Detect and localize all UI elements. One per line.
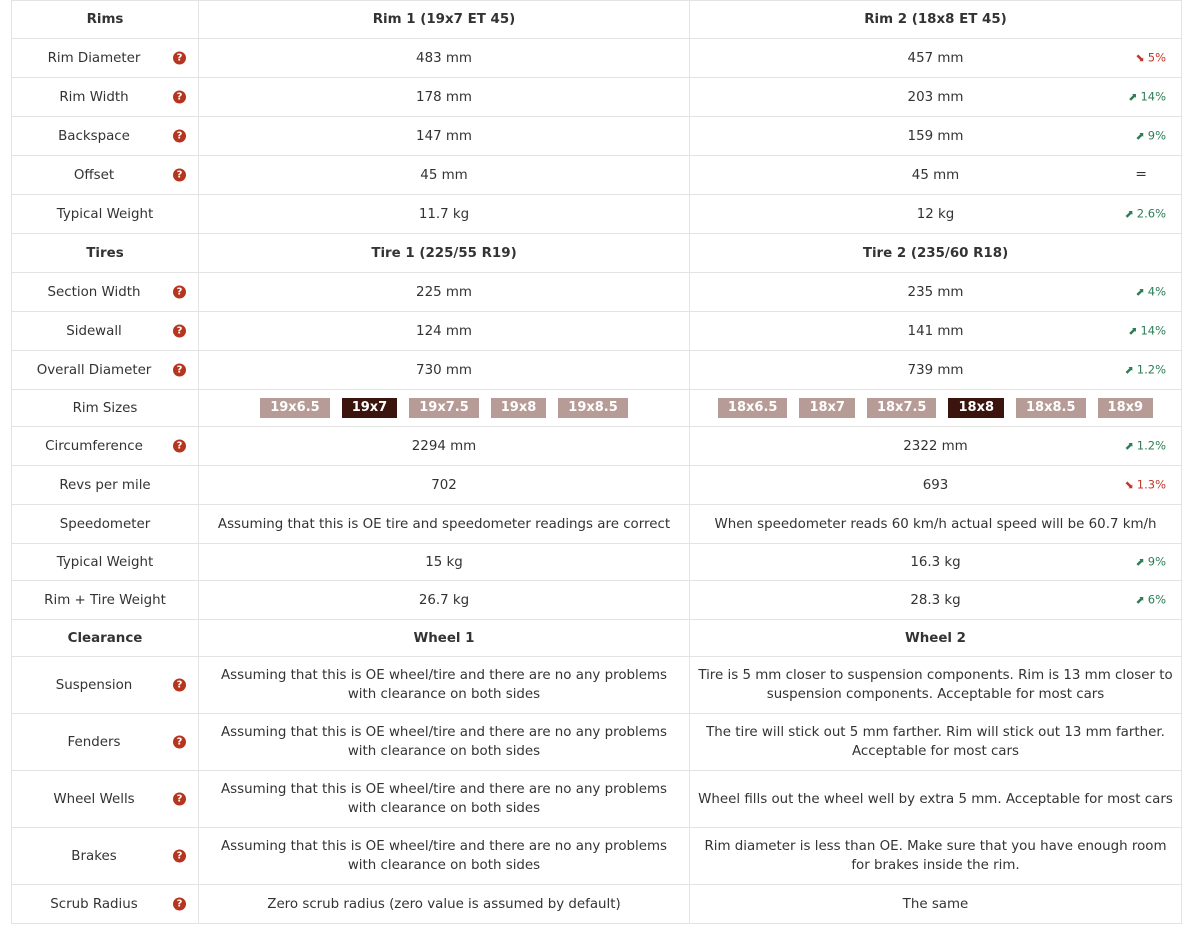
- row-label-cell: [12, 427, 199, 466]
- value-2: Tire is 5 mm closer to suspension components. Rim is 13 mm closer to suspension components. Acceptable for most cars: [690, 657, 1182, 714]
- arrow-up-icon: ⬈: [1128, 324, 1138, 338]
- value-2-cell: [690, 156, 1182, 195]
- value-2: The same: [690, 885, 1182, 924]
- row-label-cell: [12, 885, 199, 924]
- row-label: Typical Weight: [56, 206, 154, 222]
- table-row: [12, 581, 1182, 620]
- diff-indicator: [1136, 49, 1166, 68]
- value-1: 11.7 kg: [199, 195, 690, 234]
- rim-size-chip[interactable]: 18x7.5: [867, 398, 937, 418]
- table-row: [12, 39, 1182, 78]
- table-row: [12, 885, 1182, 924]
- arrow-up-icon: ⬈: [1124, 363, 1134, 377]
- arrow-up-icon: ⬈: [1135, 285, 1145, 299]
- help-icon[interactable]: ?: [173, 91, 186, 104]
- value-2-cell: [690, 39, 1182, 78]
- table-row: [12, 351, 1182, 390]
- help-icon[interactable]: ?: [173, 169, 186, 182]
- help-icon[interactable]: ?: [173, 52, 186, 65]
- diff-indicator: [1128, 88, 1166, 107]
- value-2-cell: [690, 273, 1182, 312]
- clearance-section-title: Clearance: [12, 620, 199, 657]
- value-1: 225 mm: [199, 273, 690, 312]
- tires-header-row: [12, 234, 1182, 273]
- table-row: [12, 828, 1182, 885]
- help-icon[interactable]: ?: [173, 325, 186, 338]
- row-label-cell: [12, 351, 199, 390]
- table-row: [12, 156, 1182, 195]
- row-label: Revs per mile: [12, 466, 199, 505]
- rim-size-chip[interactable]: 18x8.5: [1016, 398, 1086, 418]
- table-row: [12, 544, 1182, 581]
- value-1: Assuming that this is OE wheel/tire and there are no any problems with clearance on both sides: [199, 714, 690, 771]
- value-1: 26.7 kg: [199, 581, 690, 620]
- rim-size-chip[interactable]: 18x9: [1098, 398, 1154, 418]
- rim-size-chip-selected[interactable]: 18x8: [948, 398, 1004, 418]
- row-label-cell: [12, 657, 199, 714]
- help-icon[interactable]: ?: [173, 440, 186, 453]
- arrow-up-icon: ⬈: [1135, 593, 1145, 607]
- value-2-cell: [690, 581, 1182, 620]
- row-label: Section Width: [47, 284, 141, 300]
- rim-size-chip[interactable]: 19x8: [491, 398, 547, 418]
- table-row: [12, 657, 1182, 714]
- row-label: Offset: [73, 167, 115, 183]
- value-2: 16.3 kg: [910, 554, 961, 570]
- value-1: 124 mm: [199, 312, 690, 351]
- value-1: Assuming that this is OE tire and speedometer readings are correct: [199, 505, 690, 544]
- row-label: Overall Diameter: [36, 362, 152, 378]
- rim-size-chip[interactable]: 18x6.5: [718, 398, 788, 418]
- rim-size-chip[interactable]: 19x8.5: [558, 398, 628, 418]
- value-2: 2322 mm: [903, 438, 968, 454]
- rims-section-title: Rims: [12, 1, 199, 39]
- value-2: 693: [922, 477, 949, 493]
- rim-size-chips-1: [205, 398, 683, 418]
- wheel-comparison-table: [11, 0, 1182, 924]
- value-2: 203 mm: [907, 89, 964, 105]
- row-label: Suspension: [55, 677, 133, 693]
- value-1: 178 mm: [199, 78, 690, 117]
- row-label-cell: [12, 39, 199, 78]
- tires-section-title: Tires: [12, 234, 199, 273]
- diff-indicator: [1136, 127, 1166, 146]
- table-row: [12, 312, 1182, 351]
- rim-1-title: Rim 1 (19x7 ET 45): [199, 1, 690, 39]
- diff-indicator: [1125, 205, 1166, 224]
- help-icon[interactable]: ?: [173, 850, 186, 863]
- diff-value: 14%: [1140, 323, 1166, 338]
- value-2-cell: [690, 427, 1182, 466]
- value-2-cell: [690, 78, 1182, 117]
- rim-size-chips-2: [696, 398, 1175, 418]
- value-2-cell: [690, 117, 1182, 156]
- value-1: Zero scrub radius (zero value is assumed by default): [199, 885, 690, 924]
- value-1: 702: [199, 466, 690, 505]
- table-row: [12, 714, 1182, 771]
- diff-value: 14%: [1140, 89, 1166, 104]
- diff-value: 9%: [1147, 128, 1166, 143]
- value-2: Rim diameter is less than OE. Make sure that you have enough room for brakes inside the rim.: [690, 828, 1182, 885]
- help-icon[interactable]: ?: [173, 736, 186, 749]
- row-label: Rim Diameter: [47, 50, 141, 66]
- diff-indicator: =: [1135, 166, 1147, 183]
- value-2: 457 mm: [907, 50, 964, 66]
- rim-sizes-1-cell: [199, 390, 690, 427]
- row-label-cell: [12, 828, 199, 885]
- rim-sizes-row: [12, 390, 1182, 427]
- value-1: Assuming that this is OE wheel/tire and there are no any problems with clearance on both sides: [199, 657, 690, 714]
- row-label-cell: [12, 117, 199, 156]
- value-1: 483 mm: [199, 39, 690, 78]
- diff-value: 1.3%: [1136, 477, 1166, 492]
- row-label: Typical Weight: [12, 544, 199, 581]
- rim-size-chip-selected[interactable]: 19x7: [342, 398, 398, 418]
- row-label-cell: [12, 312, 199, 351]
- value-2-cell: [690, 351, 1182, 390]
- value-1: Assuming that this is OE wheel/tire and there are no any problems with clearance on both sides: [199, 771, 690, 828]
- value-2: 45 mm: [911, 167, 960, 183]
- table-row: [12, 273, 1182, 312]
- arrow-up-icon: ⬈: [1124, 439, 1134, 453]
- diff-indicator: [1128, 322, 1166, 341]
- row-label-cell: [12, 273, 199, 312]
- value-2: 159 mm: [907, 128, 964, 144]
- help-icon[interactable]: ?: [173, 130, 186, 143]
- arrow-up-icon: ⬈: [1124, 207, 1134, 221]
- value-2: Wheel fills out the wheel well by extra 5 mm. Acceptable for most cars: [690, 771, 1182, 828]
- value-1: 730 mm: [199, 351, 690, 390]
- table-row: [12, 771, 1182, 828]
- row-label: Rim Sizes: [12, 390, 199, 427]
- value-1: 45 mm: [199, 156, 690, 195]
- row-label: Fenders: [67, 734, 121, 750]
- rim-sizes-2-cell: [690, 390, 1182, 427]
- row-label: Wheel Wells: [53, 791, 135, 807]
- table-row: [12, 78, 1182, 117]
- value-2: 141 mm: [907, 323, 964, 339]
- comparison-table-wrapper: [11, 0, 1181, 924]
- help-icon[interactable]: ?: [173, 364, 186, 377]
- rim-size-chip[interactable]: 19x6.5: [260, 398, 330, 418]
- diff-value: 9%: [1147, 554, 1166, 569]
- row-label: Rim Width: [59, 89, 129, 105]
- diff-indicator: [1136, 553, 1166, 572]
- value-2-cell: [690, 312, 1182, 351]
- row-label: Backspace: [58, 128, 130, 144]
- value-2: 739 mm: [907, 362, 964, 378]
- diff-indicator: [1136, 591, 1166, 610]
- arrow-down-icon: ⬊: [1135, 51, 1145, 65]
- help-icon[interactable]: ?: [173, 793, 186, 806]
- rim-size-chip[interactable]: 19x7.5: [409, 398, 479, 418]
- table-row: [12, 505, 1182, 544]
- clearance-header-row: [12, 620, 1182, 657]
- rim-2-title: Rim 2 (18x8 ET 45): [690, 1, 1182, 39]
- arrow-up-icon: ⬈: [1135, 129, 1145, 143]
- rim-size-chip[interactable]: 18x7: [799, 398, 855, 418]
- row-label: Sidewall: [66, 323, 122, 339]
- table-row: [12, 427, 1182, 466]
- arrow-up-icon: ⬈: [1128, 90, 1138, 104]
- row-label-cell: [12, 195, 199, 234]
- arrow-up-icon: ⬈: [1135, 555, 1145, 569]
- row-label: Speedometer: [12, 505, 199, 544]
- row-label-cell: [12, 714, 199, 771]
- diff-value: 1.2%: [1136, 438, 1166, 453]
- diff-value: 1.2%: [1136, 362, 1166, 377]
- row-label: Rim + Tire Weight: [12, 581, 199, 620]
- value-2: The tire will stick out 5 mm farther. Rim will stick out 13 mm farther. Acceptable for most cars: [690, 714, 1182, 771]
- table-row: [12, 195, 1182, 234]
- value-2: 235 mm: [907, 284, 964, 300]
- arrow-down-icon: ⬊: [1124, 478, 1134, 492]
- wheel-1-title: Wheel 1: [199, 620, 690, 657]
- diff-value: 2.6%: [1136, 206, 1166, 221]
- diff-value: 5%: [1147, 50, 1166, 65]
- value-2: When speedometer reads 60 km/h actual speed will be 60.7 km/h: [690, 505, 1182, 544]
- help-icon[interactable]: ?: [173, 286, 186, 299]
- row-label-cell: [12, 78, 199, 117]
- diff-indicator: [1125, 361, 1166, 380]
- value-1: 2294 mm: [199, 427, 690, 466]
- value-1: 15 kg: [199, 544, 690, 581]
- value-2: 28.3 kg: [910, 592, 961, 608]
- row-label-cell: [12, 156, 199, 195]
- value-2: 12 kg: [916, 206, 955, 222]
- value-1: Assuming that this is OE wheel/tire and there are no any problems with clearance on both sides: [199, 828, 690, 885]
- row-label: Scrub Radius: [50, 896, 138, 912]
- value-2-cell: [690, 195, 1182, 234]
- value-2-cell: [690, 466, 1182, 505]
- diff-indicator: [1136, 283, 1166, 302]
- table-row: [12, 466, 1182, 505]
- row-label-cell: [12, 771, 199, 828]
- diff-value: 6%: [1147, 592, 1166, 607]
- value-1: 147 mm: [199, 117, 690, 156]
- table-row: [12, 117, 1182, 156]
- rims-header-row: [12, 1, 1182, 39]
- row-label: Circumference: [45, 438, 143, 454]
- help-icon[interactable]: ?: [173, 898, 186, 911]
- diff-value: 4%: [1147, 284, 1166, 299]
- wheel-2-title: Wheel 2: [690, 620, 1182, 657]
- diff-indicator: [1125, 476, 1166, 495]
- row-label: Brakes: [71, 848, 117, 864]
- value-2-cell: [690, 544, 1182, 581]
- tire-2-title: Tire 2 (235/60 R18): [690, 234, 1182, 273]
- diff-indicator: [1125, 437, 1166, 456]
- help-icon[interactable]: ?: [173, 679, 186, 692]
- tire-1-title: Tire 1 (225/55 R19): [199, 234, 690, 273]
